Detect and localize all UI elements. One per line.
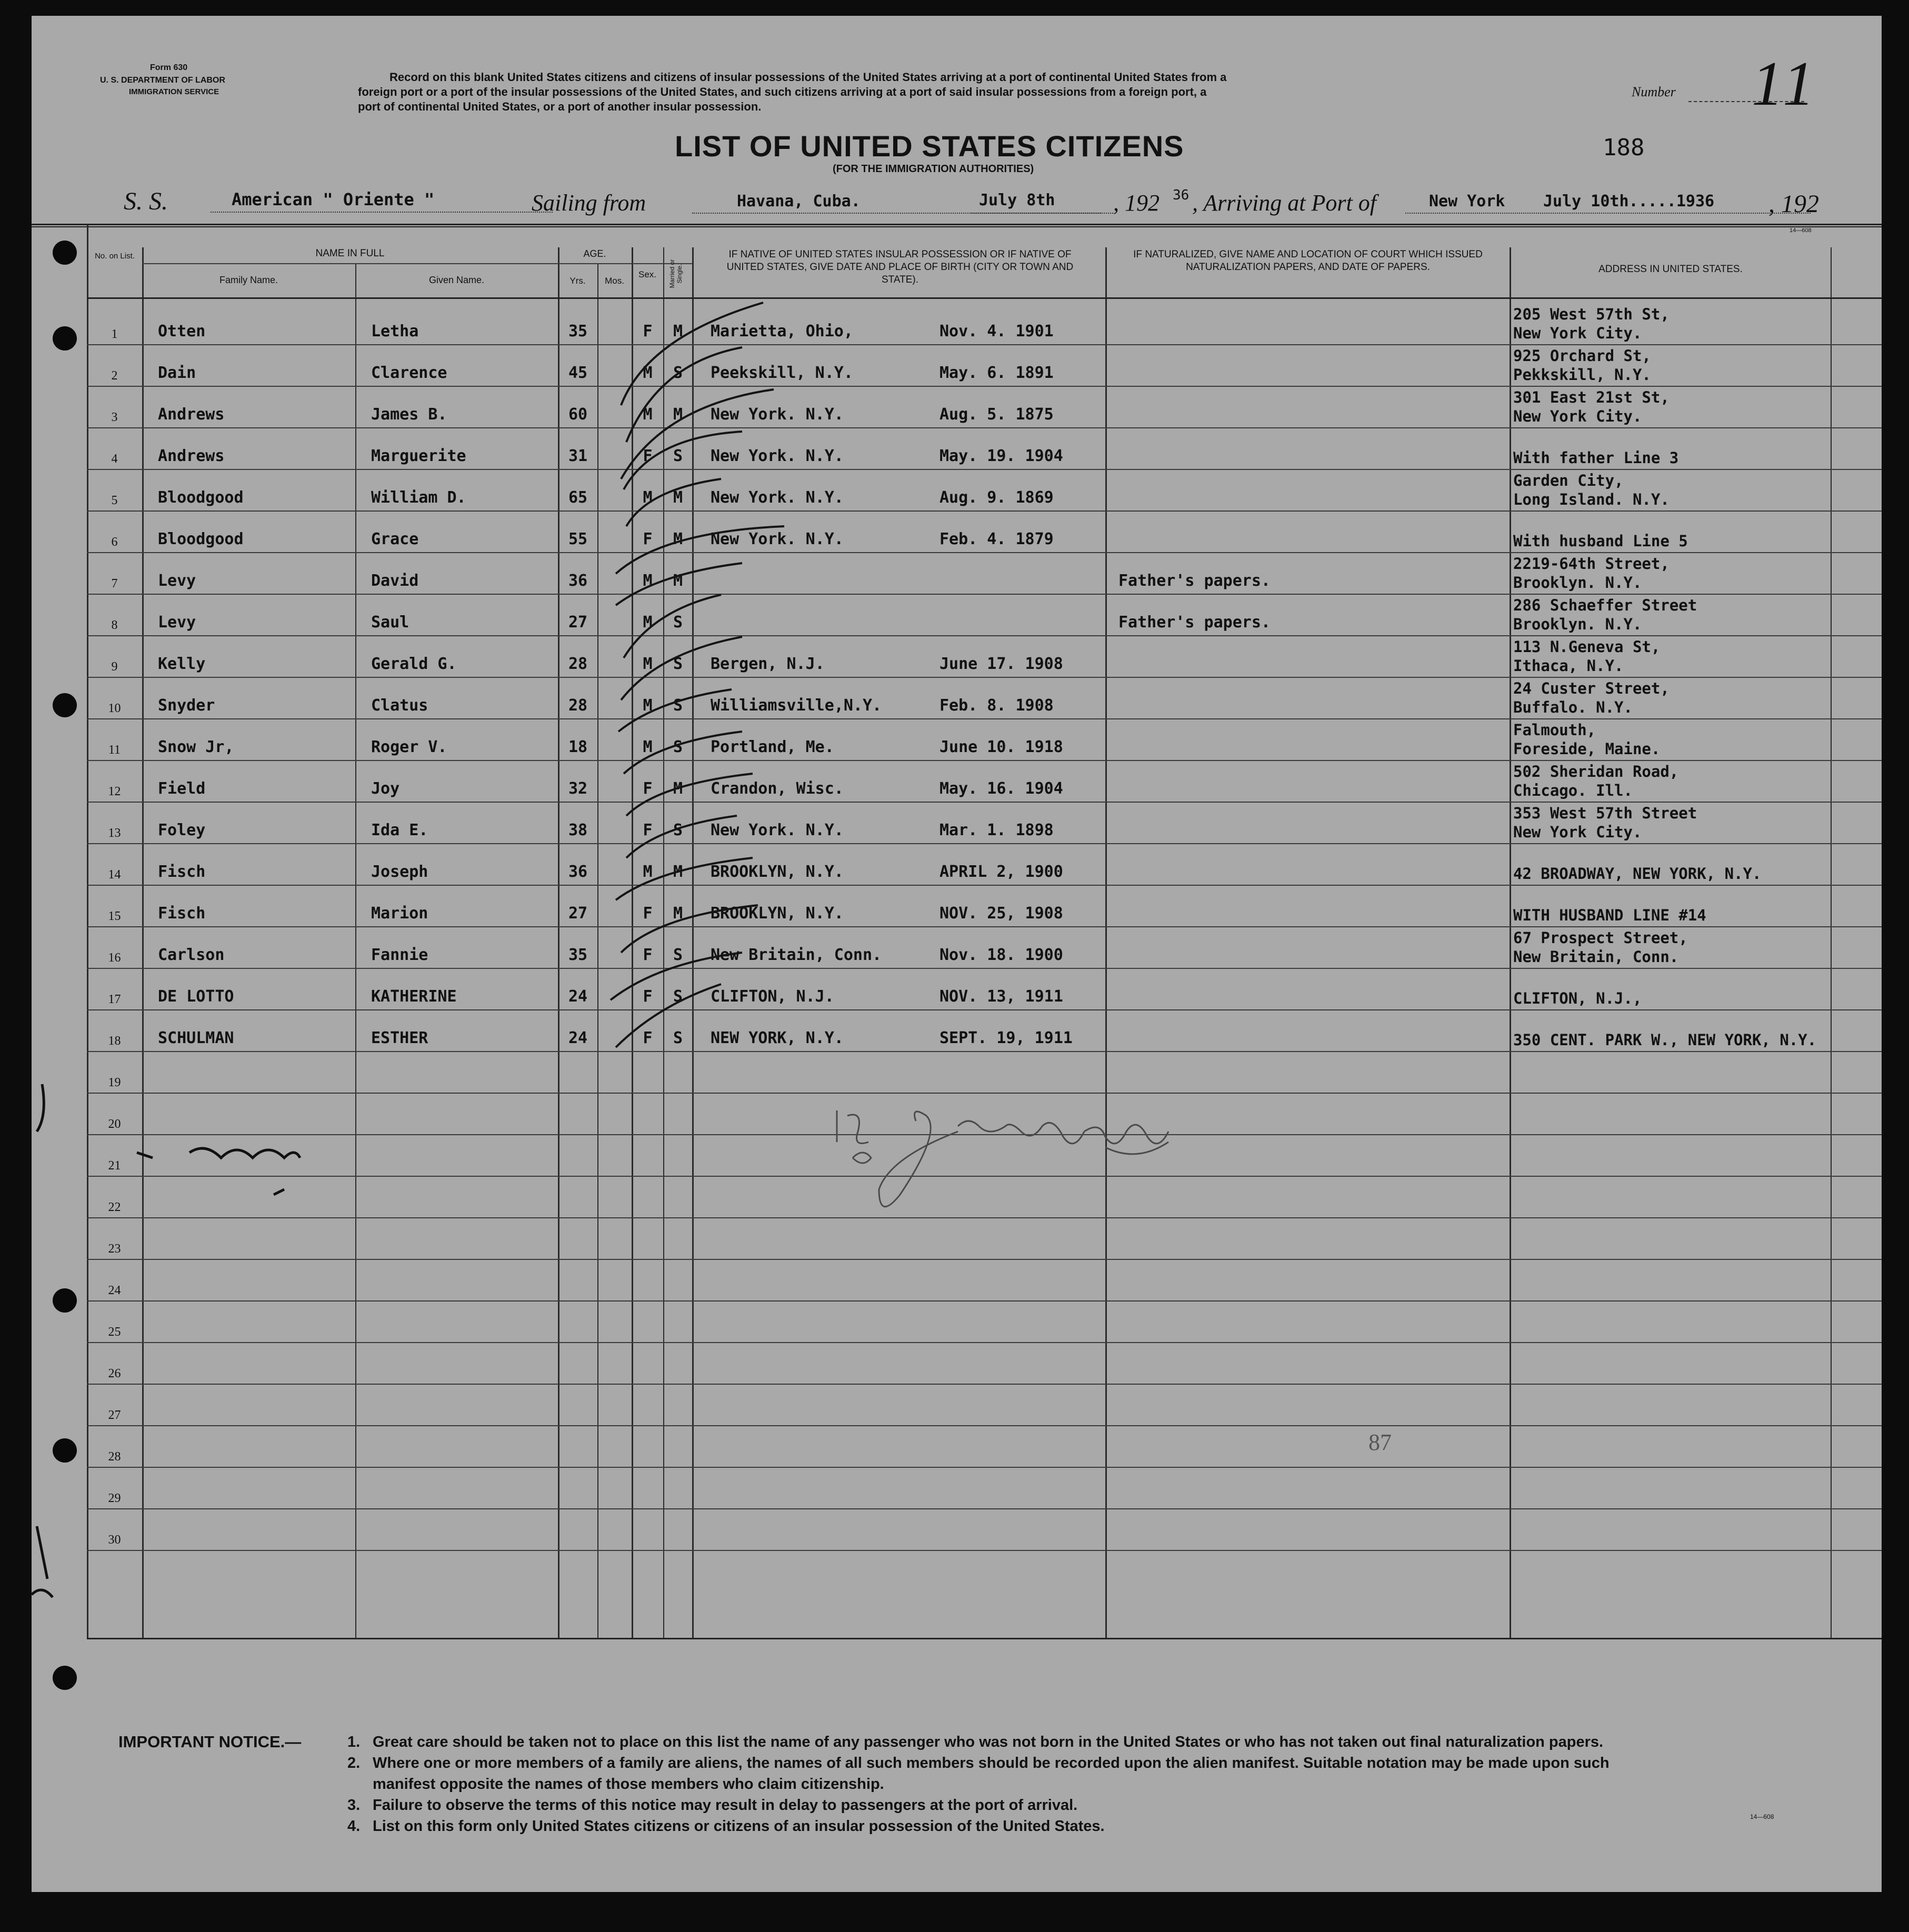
- cell-no: 18: [108, 1034, 121, 1048]
- cell-nat: Father's papers.: [1118, 613, 1271, 632]
- cell-no: 1: [111, 327, 118, 341]
- row-rule: [87, 885, 1882, 886]
- cell-ms: S: [673, 987, 683, 1006]
- cell-family: Kelly: [158, 655, 206, 673]
- notice-item: [347, 1774, 1610, 1795]
- col-rule: [1510, 247, 1511, 1638]
- row-rule: [87, 1009, 1882, 1010]
- cell-no: 9: [111, 660, 118, 674]
- cell-age: 28: [568, 655, 588, 673]
- cell-family: Fisch: [158, 863, 206, 881]
- cell-age: 24: [568, 1029, 588, 1047]
- row-rule: [87, 1259, 1882, 1260]
- row-rule: [87, 386, 1882, 387]
- cell-place: CLIFTON, N.J.: [711, 987, 834, 1006]
- cell-place: Williamsville,N.Y.: [711, 696, 882, 715]
- cell-given: Joseph: [371, 863, 428, 881]
- cell-given: Letha: [371, 322, 419, 341]
- cell-family: Bloodgood: [158, 488, 244, 507]
- cell-no: 30: [108, 1533, 121, 1547]
- cell-ms: S: [673, 946, 683, 964]
- cell-date: SEPT. 19, 1911: [939, 1029, 1073, 1047]
- cell-age: 28: [568, 696, 588, 715]
- table-bottom-rule: [87, 1638, 1882, 1639]
- punch-hole: [53, 1666, 77, 1690]
- cell-ms: S: [673, 447, 683, 465]
- row-rule: [87, 677, 1882, 678]
- header-bottom-rule: [87, 297, 1882, 299]
- cell-address-line1: 113 N.Geneva St,: [1513, 638, 1661, 656]
- header-naturalized: IF NATURALIZED, GIVE NAME AND LOCATION OF COURT WHICH ISSUED NATURALIZATION PAPERS, AND DATE OF PAPERS.: [1133, 249, 1483, 273]
- cell-date: June 10. 1918: [939, 738, 1063, 756]
- cell-date: June 17. 1908: [939, 655, 1063, 673]
- tally-marks: [584, 300, 805, 1100]
- cell-address-line2: 350 CENT. PARK W., NEW YORK, N.Y.: [1513, 1031, 1817, 1049]
- cell-place: Marietta, Ohio,: [711, 322, 853, 341]
- cell-no: 10: [108, 702, 121, 715]
- tally-stroke: [624, 432, 742, 489]
- cell-sex: F: [643, 530, 653, 548]
- cell-no: 16: [108, 951, 121, 965]
- ss-label: S. S.: [124, 187, 168, 215]
- cell-place: NEW YORK, N.Y.: [711, 1029, 844, 1047]
- cell-given: ESTHER: [371, 1029, 428, 1047]
- cell-sex: M: [643, 613, 653, 632]
- cell-age: 38: [568, 821, 588, 839]
- cell-sex: F: [643, 946, 653, 964]
- cell-address-line2: 42 BROADWAY, NEW YORK, N.Y.: [1513, 865, 1762, 883]
- corner-code: 14—608: [1790, 227, 1812, 234]
- tally-stroke: [616, 563, 742, 605]
- cell-place: New York. N.Y.: [711, 821, 844, 839]
- cell-no: 3: [111, 411, 118, 424]
- cell-no: 21: [108, 1159, 121, 1173]
- row-rule: [87, 635, 1882, 636]
- cell-place: Bergen, N.J.: [711, 655, 825, 673]
- notice-item: [347, 1753, 1610, 1774]
- number-label: Number: [1632, 84, 1676, 99]
- tally-stroke: [624, 595, 721, 658]
- cell-address-line2: Buffalo. N.Y.: [1513, 698, 1633, 716]
- cell-address-line2: New York City.: [1513, 324, 1642, 342]
- cell-address-line1: 67 Prospect Street,: [1513, 929, 1688, 947]
- cell-family: Levy: [158, 613, 196, 632]
- arrival-underline: [1405, 213, 1811, 214]
- year-suffix: 36: [1173, 187, 1190, 203]
- cell-sex: F: [643, 779, 653, 798]
- number-handwritten: 11: [1752, 48, 1819, 118]
- cell-sex: M: [643, 572, 653, 590]
- row-rule: [87, 469, 1882, 470]
- cell-date: May. 6. 1891: [939, 364, 1054, 382]
- header-mos: Mos.: [605, 276, 624, 286]
- cell-family: DE LOTTO: [158, 987, 234, 1006]
- cell-address-line2: Chicago. Ill.: [1513, 782, 1633, 799]
- cell-place: New York. N.Y.: [711, 447, 844, 465]
- cell-given: James B.: [371, 405, 447, 424]
- cell-family: Dain: [158, 364, 196, 382]
- cell-sex: F: [643, 447, 653, 465]
- tally-stroke: [621, 905, 758, 953]
- cell-family: SCHULMAN: [158, 1029, 234, 1047]
- cell-address-line2: WITH HUSBAND LINE #14: [1513, 906, 1706, 924]
- cell-address-line2: New York City.: [1513, 823, 1642, 841]
- punch-hole: [53, 326, 77, 351]
- cell-age: 45: [568, 364, 588, 382]
- row-rule: [87, 510, 1882, 512]
- row-rule: [87, 1342, 1882, 1343]
- cell-ms: S: [673, 696, 683, 715]
- cell-ms: M: [673, 779, 683, 798]
- row-rule: [87, 344, 1882, 345]
- cell-address-line2: CLIFTON, N.J.,: [1513, 989, 1642, 1007]
- cell-sex: M: [643, 738, 653, 756]
- cell-date: Feb. 8. 1908: [939, 696, 1054, 715]
- cell-ms: M: [673, 572, 683, 590]
- tally-stroke: [626, 816, 737, 858]
- cell-given: Ida E.: [371, 821, 428, 839]
- row-rule: [87, 1384, 1882, 1385]
- tally-stroke: [626, 347, 742, 442]
- cell-family: Snow Jr,: [158, 738, 234, 756]
- cell-place: Portland, Me.: [711, 738, 834, 756]
- cell-address-line1: Garden City,: [1513, 472, 1624, 489]
- row-rule: [87, 1508, 1882, 1509]
- cell-sex: F: [643, 987, 653, 1006]
- cell-address-line2: Ithaca, N.Y.: [1513, 657, 1624, 675]
- cell-date: Feb. 4. 1879: [939, 530, 1054, 548]
- cell-address-line2: Foreside, Maine.: [1513, 740, 1661, 758]
- cell-address-line1: 2219-64th Street,: [1513, 555, 1670, 573]
- arriving-label: , Arriving at Port of: [1192, 190, 1376, 216]
- row-rule: [87, 926, 1882, 927]
- stray-mark: 87: [1368, 1429, 1392, 1455]
- cell-sex: M: [643, 696, 653, 715]
- cell-age: 55: [568, 530, 588, 548]
- cell-place: Peekskill, N.Y.: [711, 364, 853, 382]
- cell-family: Levy: [158, 572, 196, 590]
- cell-no: 25: [108, 1325, 121, 1339]
- header-birth: IF NATIVE OF UNITED STATES INSULAR POSSESSION OR IF NATIVE OF UNITED STATES, GIVE DATE AND PLACE OF BIRTH (CITY OR TOWN AND STATE).: [726, 249, 1074, 285]
- header-age: AGE.: [583, 248, 606, 259]
- record-instruction: Record on this blank United States citizens and citizens of insular possessions of the United States arriving at a port of continental United States from a foreign port or a port of the insular possessions of the United States, and such citizens arriving at a port of said insular possessions from a foreign port, a port of continental United States, or a port of another insular possession.: [358, 71, 1227, 113]
- row-rule: [87, 552, 1882, 553]
- cell-ms: S: [673, 655, 683, 673]
- cell-sex: F: [643, 904, 653, 923]
- cell-no: 26: [108, 1367, 121, 1380]
- notice-items: [347, 1731, 1610, 1837]
- arrival-date: July 10th.....1936: [1543, 192, 1715, 211]
- notice-item: [347, 1816, 1610, 1837]
- notice-item-text: List on this form only United States citizens or citizens of an insular possession of the United States.: [373, 1818, 1105, 1835]
- cell-place: BROOKLYN, N.Y.: [711, 863, 844, 881]
- cell-address-line2: New Britain, Conn.: [1513, 948, 1679, 966]
- cell-given: Marguerite: [371, 447, 466, 465]
- service-name: IMMIGRATION SERVICE: [129, 87, 219, 96]
- cell-age: 18: [568, 738, 588, 756]
- cell-no: 17: [108, 993, 121, 1006]
- cell-date: Aug. 5. 1875: [939, 405, 1054, 424]
- date-underline: [971, 213, 1113, 214]
- cell-nat: Father's papers.: [1118, 572, 1271, 590]
- tally-stroke: [611, 953, 742, 1000]
- year-prefix: , 192: [1113, 190, 1160, 216]
- header-address: ADDRESS IN UNITED STATES.: [1598, 264, 1743, 275]
- cell-date: May. 16. 1904: [939, 779, 1063, 798]
- row-rule: [87, 843, 1882, 844]
- cell-sex: F: [643, 1029, 653, 1047]
- sailing-date: July 8th: [979, 191, 1055, 209]
- notice-label: IMPORTANT NOTICE.—: [118, 1733, 302, 1751]
- cell-age: 32: [568, 779, 588, 798]
- cell-address-line1: 502 Sheridan Road,: [1513, 763, 1679, 780]
- cell-given: William D.: [371, 488, 466, 507]
- cell-given: KATHERINE: [371, 987, 457, 1006]
- notice-item-number: 3.: [347, 1797, 361, 1814]
- inspector-signature: [821, 1100, 1190, 1221]
- cell-ms: M: [673, 488, 683, 507]
- cell-ms: M: [673, 530, 683, 548]
- col-rule: [1105, 247, 1107, 1638]
- cell-address-line2: With husband Line 5: [1513, 532, 1688, 550]
- cell-date: Aug. 9. 1869: [939, 488, 1054, 507]
- cell-family: Andrews: [158, 405, 225, 424]
- cell-date: NOV. 13, 1911: [939, 987, 1063, 1006]
- ship-name: American " Oriente ": [232, 189, 435, 209]
- cell-date: APRIL 2, 1900: [939, 863, 1063, 881]
- cell-age: 60: [568, 405, 588, 424]
- footer-code: 14—608: [1750, 1813, 1774, 1820]
- cell-no: 7: [111, 577, 118, 590]
- cell-no: 2: [111, 369, 118, 383]
- cell-family: Bloodgood: [158, 530, 244, 548]
- cell-ms: M: [673, 322, 683, 341]
- header-name-in-full: NAME IN FULL: [315, 248, 385, 259]
- cell-address-line2: Brooklyn. N.Y.: [1513, 615, 1642, 633]
- tally-stroke: [621, 303, 763, 405]
- manifest-sheet: [32, 16, 1882, 1892]
- cell-place: New York. N.Y.: [711, 488, 844, 507]
- cell-age: 24: [568, 987, 588, 1006]
- notice-item-number: 1.: [347, 1734, 361, 1750]
- row-rule: [87, 1093, 1882, 1094]
- header-given-name: Given Name.: [428, 275, 485, 285]
- page-title: LIST OF UNITED STATES CITIZENS: [675, 129, 1184, 163]
- notice-item-text: Failure to observe the terms of this notice may result in delay to passengers at the port of arrival.: [373, 1797, 1078, 1814]
- tally-stroke: [616, 858, 753, 900]
- cell-family: Field: [158, 779, 206, 798]
- cell-ms: S: [673, 821, 683, 839]
- cell-no: 28: [108, 1450, 121, 1464]
- row-rule: [87, 427, 1882, 428]
- cell-place: New York. N.Y.: [711, 530, 844, 548]
- cell-family: Fisch: [158, 904, 206, 923]
- row-rule: [87, 1425, 1882, 1426]
- cell-given: Clatus: [371, 696, 428, 715]
- cell-sex: M: [643, 655, 653, 673]
- cell-given: Marion: [371, 904, 428, 923]
- cell-ms: S: [673, 364, 683, 382]
- cell-address-line1: 353 West 57th Street: [1513, 804, 1697, 822]
- page-number: 188: [1603, 134, 1645, 161]
- cell-age: 36: [568, 572, 588, 590]
- cell-date: NOV. 25, 1908: [939, 904, 1063, 923]
- cell-sex: M: [643, 364, 653, 382]
- cell-no: 12: [108, 785, 121, 798]
- cell-ms: M: [673, 405, 683, 424]
- cell-no: 24: [108, 1284, 121, 1297]
- row-rule: [87, 1300, 1882, 1302]
- cell-date: Nov. 4. 1901: [939, 322, 1054, 341]
- tally-stroke: [616, 984, 721, 1047]
- cell-ms: S: [673, 613, 683, 632]
- row-rule: [87, 1051, 1882, 1052]
- cell-age: 31: [568, 447, 588, 465]
- cell-given: Gerald G.: [371, 655, 457, 673]
- cell-no: 13: [108, 826, 121, 840]
- cell-no: 20: [108, 1117, 121, 1131]
- cell-address-line1: Falmouth,: [1513, 721, 1596, 739]
- header-married-single: Married or Single.: [668, 259, 683, 288]
- header-yrs: Yrs.: [569, 276, 586, 286]
- notice-item: [347, 1795, 1610, 1816]
- cell-date: May. 19. 1904: [939, 447, 1063, 465]
- cell-address-line1: 925 Orchard St,: [1513, 347, 1651, 365]
- tally-stroke: [618, 689, 732, 732]
- notice-item-number: 4.: [347, 1818, 361, 1835]
- cell-age: 36: [568, 863, 588, 881]
- row-rule: [87, 718, 1882, 719]
- cell-no: 29: [108, 1491, 121, 1505]
- cell-sex: F: [643, 821, 653, 839]
- cell-no: 15: [108, 909, 121, 923]
- cell-given: David: [371, 572, 419, 590]
- cell-address-line2: Pekkskill, N.Y.: [1513, 366, 1651, 384]
- cell-date: Nov. 18. 1900: [939, 946, 1063, 964]
- cell-age: 27: [568, 613, 588, 632]
- form-number: Form 630: [150, 63, 188, 72]
- cell-age: 27: [568, 904, 588, 923]
- margin-marks: [32, 1079, 347, 1616]
- cell-no: 5: [111, 494, 118, 507]
- row-rule: [87, 1467, 1882, 1468]
- tally-stroke: [624, 732, 742, 774]
- cell-sex: M: [643, 405, 653, 424]
- sailing-label: Sailing from: [532, 190, 646, 216]
- cell-ms: S: [673, 738, 683, 756]
- header-subrule: [142, 263, 692, 264]
- cell-no: 11: [108, 743, 121, 757]
- cell-place: BROOKLYN, N.Y.: [711, 904, 844, 923]
- cell-ms: M: [673, 904, 683, 923]
- cell-no: 27: [108, 1408, 121, 1422]
- notice-item-number: 2.: [347, 1755, 361, 1771]
- cell-date: Mar. 1. 1898: [939, 821, 1054, 839]
- row-rule: [87, 968, 1882, 969]
- cell-no: 22: [108, 1200, 121, 1214]
- cell-family: Snyder: [158, 696, 215, 715]
- cell-no: 6: [111, 535, 118, 549]
- cell-age: 65: [568, 488, 588, 507]
- tally-stroke: [626, 479, 721, 526]
- cell-address-line1: 301 East 21st St,: [1513, 388, 1670, 406]
- cell-age: 35: [568, 322, 588, 341]
- cell-ms: M: [673, 863, 683, 881]
- cell-address-line2: Long Island. N.Y.: [1513, 490, 1670, 508]
- tally-stroke: [616, 526, 784, 574]
- header-family-name: Family Name.: [219, 275, 278, 285]
- cell-age: 35: [568, 946, 588, 964]
- notice-item-text: Where one or more members of a family are aliens, the names of all such members should be recorded upon the alien manifest. Suitable notation may be made upon such: [373, 1755, 1610, 1771]
- cell-given: Fannie: [371, 946, 428, 964]
- cell-family: Andrews: [158, 447, 225, 465]
- row-rule: [87, 760, 1882, 761]
- cell-sex: M: [643, 488, 653, 507]
- table-top-rule-2: [32, 226, 1882, 227]
- row-rule: [87, 1550, 1882, 1551]
- cell-address-line2: Brooklyn. N.Y.: [1513, 574, 1642, 592]
- cell-place: Crandon, Wisc.: [711, 779, 844, 798]
- page-subtitle: (FOR THE IMMIGRATION AUTHORITIES): [833, 163, 1034, 175]
- cell-sex: M: [643, 863, 653, 881]
- cell-no: 23: [108, 1242, 121, 1256]
- ship-underline: [211, 212, 553, 213]
- tally-stroke: [626, 774, 753, 816]
- cell-address-line1: 286 Schaeffer Street: [1513, 596, 1697, 614]
- cell-place: New York. N.Y.: [711, 405, 844, 424]
- cell-address-line1: 24 Custer Street,: [1513, 679, 1670, 697]
- cell-given: Roger V.: [371, 738, 447, 756]
- departure-port: Havana, Cuba.: [737, 192, 861, 211]
- department-name: U. S. DEPARTMENT OF LABOR: [100, 76, 225, 85]
- cell-family: Foley: [158, 821, 206, 839]
- header-sex: Sex.: [638, 269, 657, 279]
- punch-hole: [53, 693, 77, 717]
- cell-no: 19: [108, 1076, 121, 1089]
- cell-family: Carlson: [158, 946, 225, 964]
- table-top-rule: [32, 224, 1882, 225]
- cell-address-line1: 205 West 57th St,: [1513, 305, 1670, 323]
- cell-no: 4: [111, 452, 118, 466]
- row-rule: [87, 594, 1882, 595]
- cell-given: Clarence: [371, 364, 447, 382]
- notice-item: [347, 1731, 1610, 1753]
- arrival-port: New York: [1429, 192, 1505, 211]
- cell-given: Saul: [371, 613, 409, 632]
- cell-family: Otten: [158, 322, 206, 341]
- cell-no: 8: [111, 618, 118, 632]
- cell-sex: F: [643, 322, 653, 341]
- cell-given: Grace: [371, 530, 419, 548]
- trailing-year: , 192: [1768, 190, 1819, 218]
- row-rule: [87, 802, 1882, 803]
- header-no: No. on List.: [95, 252, 135, 261]
- cell-ms: S: [673, 1029, 683, 1047]
- notice-item-text: Great care should be taken not to place on this list the name of any passenger who was not born in the United States or who has not taken out final naturalization papers.: [373, 1734, 1604, 1750]
- cell-given: Joy: [371, 779, 400, 798]
- cell-address-line2: With father Line 3: [1513, 449, 1679, 467]
- cell-no: 14: [108, 868, 121, 882]
- cell-place: New Britain, Conn.: [711, 946, 882, 964]
- notice-item-text: manifest opposite the names of those members who claim citizenship.: [373, 1776, 884, 1793]
- punch-hole: [53, 241, 77, 265]
- cell-address-line2: New York City.: [1513, 407, 1642, 425]
